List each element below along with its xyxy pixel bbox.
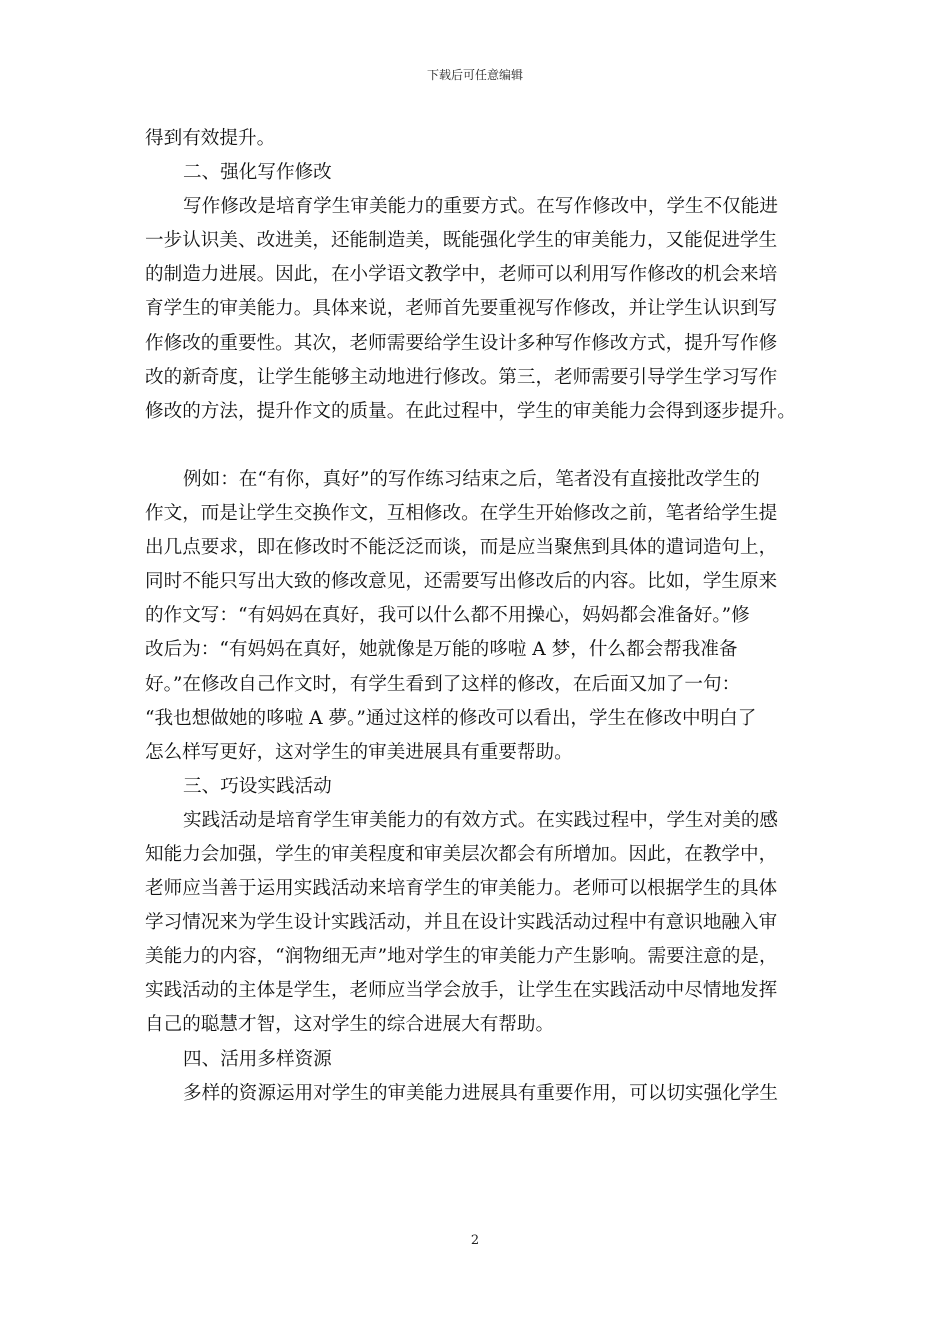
text-line: 知能力会加强，学生的审美程度和审美层次都会有所增加。因此，在教学中， (145, 843, 778, 865)
blank-line (145, 429, 813, 463)
text-line: 一步认识美、改进美，还能制造美，既能强化学生的审美能力，又能促进学生 (145, 230, 778, 252)
text-line: 美能力的内容，“润物细无声”地对学生的审美能力产生影响。需要注意的是， (145, 946, 778, 968)
page-header: 下载后可任意编辑 (426, 68, 523, 82)
text-line: 老师应当善于运用实践活动来培育学生的审美能力。老师可以根据学生的具体 (145, 878, 778, 900)
text-line: 好。”在修改自己作文时，有学生看到了这样的修改，在后面又加了一句： (145, 673, 741, 695)
text-line: 怎么样写更好，这对学生的审美进展具有重要帮助。 (145, 741, 573, 763)
text-line: 作修改的重要性。其次，老师需要给学生设计多种写作修改方式，提升写作修 (145, 332, 778, 354)
text-line: 出几点要求，即在修改时不能泛泛而谈，而是应当聚焦到具体的遣词造句上， (145, 537, 778, 559)
text-line: 修改的方法，提升作文的质量。在此过程中，学生的审美能力会得到逐步提升。 (145, 400, 796, 422)
text-line: 自己的聪慧才智，这对学生的综合进展大有帮助。 (145, 1014, 555, 1036)
text-line: 得到有效提升。 (145, 128, 276, 149)
text-line: 实践活动是培育学生审美能力的有效方式。在实践过程中，学生对美的感 (183, 809, 779, 831)
text-line: 的制造力进展。因此，在小学语文教学中，老师可以利用写作修改的机会来培 (145, 264, 778, 286)
text-line: 学习情况来为学生设计实践活动，并且在设计实践活动过程中有意识地融入审 (145, 912, 778, 934)
text-line: 三、巧设实践活动 (183, 775, 332, 797)
text-line: “我也想做她的哆啦 A 夢。”通过这样的修改可以看出，学生在修改中明白了 (145, 707, 757, 729)
text-line: 改的新奇度，让学生能够主动地进行修改。第三，老师需要引导学生学习写作 (145, 366, 778, 388)
text-line: 育学生的审美能力。具体来说，老师首先要重视写作修改，并让学生认识到写 (145, 298, 778, 320)
page-number: 2 (470, 1233, 480, 1248)
text-line: 的作文写：“有妈妈在真好，我可以什么都不用操心，妈妈都会准备好。”修 (145, 605, 750, 627)
text-line: 写作修改是培育学生审美能力的重要方式。在写作修改中，学生不仅能进 (183, 196, 779, 218)
text-line: 二、强化写作修改 (183, 162, 332, 184)
text-line: 例如：在“有你，真好”的写作练习结束之后，笔者没有直接批改学生的 (183, 468, 760, 490)
text-line: 四、活用多样资源 (183, 1048, 332, 1070)
document-body (145, 122, 813, 1111)
text-line: 作文，而是让学生交换作文，互相修改。在学生开始修改之前，笔者给学生提 (145, 503, 778, 525)
text-line: 同时不能只写出大致的修改意见，还需要写出修改后的内容。比如，学生原来 (145, 571, 778, 593)
text-line: 多样的资源运用对学生的审美能力进展具有重要作用，可以切实强化学生 (183, 1082, 779, 1104)
text-line: 实践活动的主体是学生，老师应当学会放手，让学生在实践活动中尽情地发挥 (145, 980, 778, 1002)
text-line: 改后为：“有妈妈在真好，她就像是万能的哆啦 A 梦，什么都会帮我准备 (145, 639, 738, 661)
